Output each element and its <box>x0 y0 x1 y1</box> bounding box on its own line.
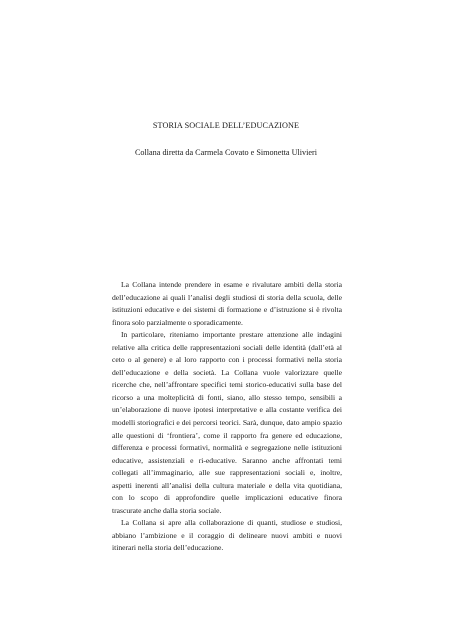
description-paragraph-3: La Collana si apre alla collaborazione di quanti, studiose e studiosi, abbiano l’ambizione e il coraggio di delineare nuovi ambiti e nuovi itinerari nella storia dell’educazione. <box>112 518 342 553</box>
series-editors: Collana diretta da Carmela Covato e Simonetta Ulivieri <box>134 148 318 157</box>
series-title: STORIA SOCIALE DELL’EDUCAZIONE <box>152 121 300 130</box>
description-paragraph-1: La Collana intende prendere in esame e rivalutare ambiti della storia dell’educazione ai quali l’analisi degli studiosi di storia della scuola, delle istituzioni educative e dei sistemi di formazione e d’istruzione si è rivolta finora solo parzialmente o sporadicamente. <box>112 280 342 327</box>
series-description <box>112 279 342 555</box>
description-paragraph-2: In particolare, riteniamo importante prestare attenzione alle indagini relative alla critica delle rappresentazioni sociali delle identità (dall’età al ceto o al genere) e al loro rapporto con i processi formativi nella storia dell’educazione e della società. La Collana vuole valorizzare quelle ricerche che, nell’affrontare specifici temi storico-educativi sulla base del ricorso a una molteplicità di fonti, siano, allo stesso tempo, sensibili a un’elaborazione di nuove ipotesi interpretative e alla costante verifica dei modelli storiografici e dei percorsi teorici. Sarà, dunque, dato ampio spazio alle questioni di ‘frontiera’, come il rapporto fra genere ed educazione, differenza e processi formativi, normalità e segregazione nelle istituzioni educative, assistenziali e ri-educative. Saranno anche affrontati temi collegati all’immaginario, alle sue rappresentazioni sociali e, inoltre, aspetti inerenti all’analisi della cultura materiale e della vita quotidiana, con lo scopo di approfondire quelle implicazioni educative finora trascurate anche dalla storia sociale. <box>112 330 342 515</box>
